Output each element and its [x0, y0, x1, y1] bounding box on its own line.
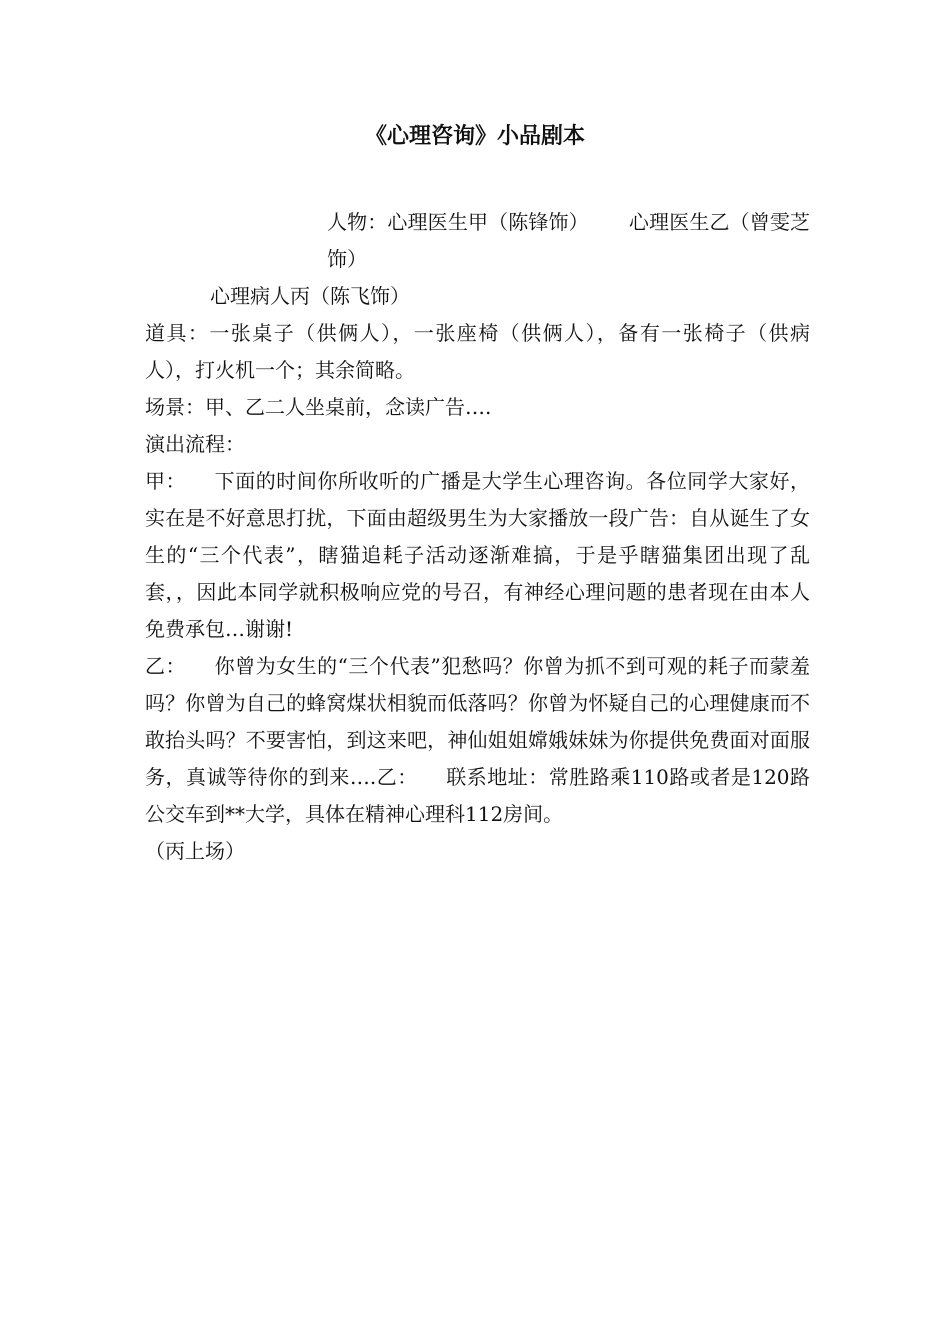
- flow-heading: 演出流程：: [145, 432, 245, 456]
- dialogue-yi: [145, 648, 810, 833]
- dialogue-jia: [145, 463, 810, 648]
- cast-line-doctor-jia: 人物：心理医生甲（陈锋饰）: [327, 210, 589, 234]
- document-title: 《心理咨询》小品剧本: [364, 123, 585, 149]
- cast-line-doctor-yi: 心理医生乙（曾雯芝饰）: [327, 210, 811, 271]
- cast-paragraph: [145, 204, 810, 278]
- dialogue-yi-text: 你曾为女生的“三个代表”犯愁吗？你曾为抓不到可观的耗子而蒙羞吗？你曾为自己的蜂窝煤状相貌而低落吗？你曾为怀疑自己的心理健康而不敢抬头吗？不要害怕，到这来吧，神仙姐姐嫦娥妹妹为你提供免费面对面服务，真诚等待你的到来….: [145, 654, 811, 789]
- props-paragraph: 道具：一张桌子（供俩人），一张座椅（供俩人），备有一张椅子（供病人），打火机一个；其余简略。: [145, 321, 810, 382]
- dialogue-yi-address: 联系地址：常胜路乘110路或者是120路公交车到**大学，具体在精神心理科112房间。: [145, 765, 811, 826]
- speaker-yi-second: 乙：: [376, 765, 418, 789]
- scene-paragraph: 场景：甲、乙二人坐桌前，念读广告….: [145, 395, 492, 419]
- speaker-yi: 乙：: [145, 654, 187, 678]
- dialogue-jia-text: 下面的时间你所收听的广播是大学生心理咨询。各位同学大家好，实在是不好意思打扰，下面由超级男生为大家播放一段广告：自从诞生了女生的“三个代表”，瞎猫追耗子活动逐渐难搞，于是乎瞎猫集团出现了乱套，，因此本同学就积极响应党的号召，有神经心理问题的患者现在由本人免费承包…谢谢!: [145, 469, 811, 641]
- cast-line-patient: 心理病人丙（陈飞饰）: [210, 284, 410, 308]
- speaker-jia: 甲：: [145, 469, 187, 493]
- stage-direction: （丙上场）: [145, 839, 245, 863]
- document-body: [145, 204, 810, 870]
